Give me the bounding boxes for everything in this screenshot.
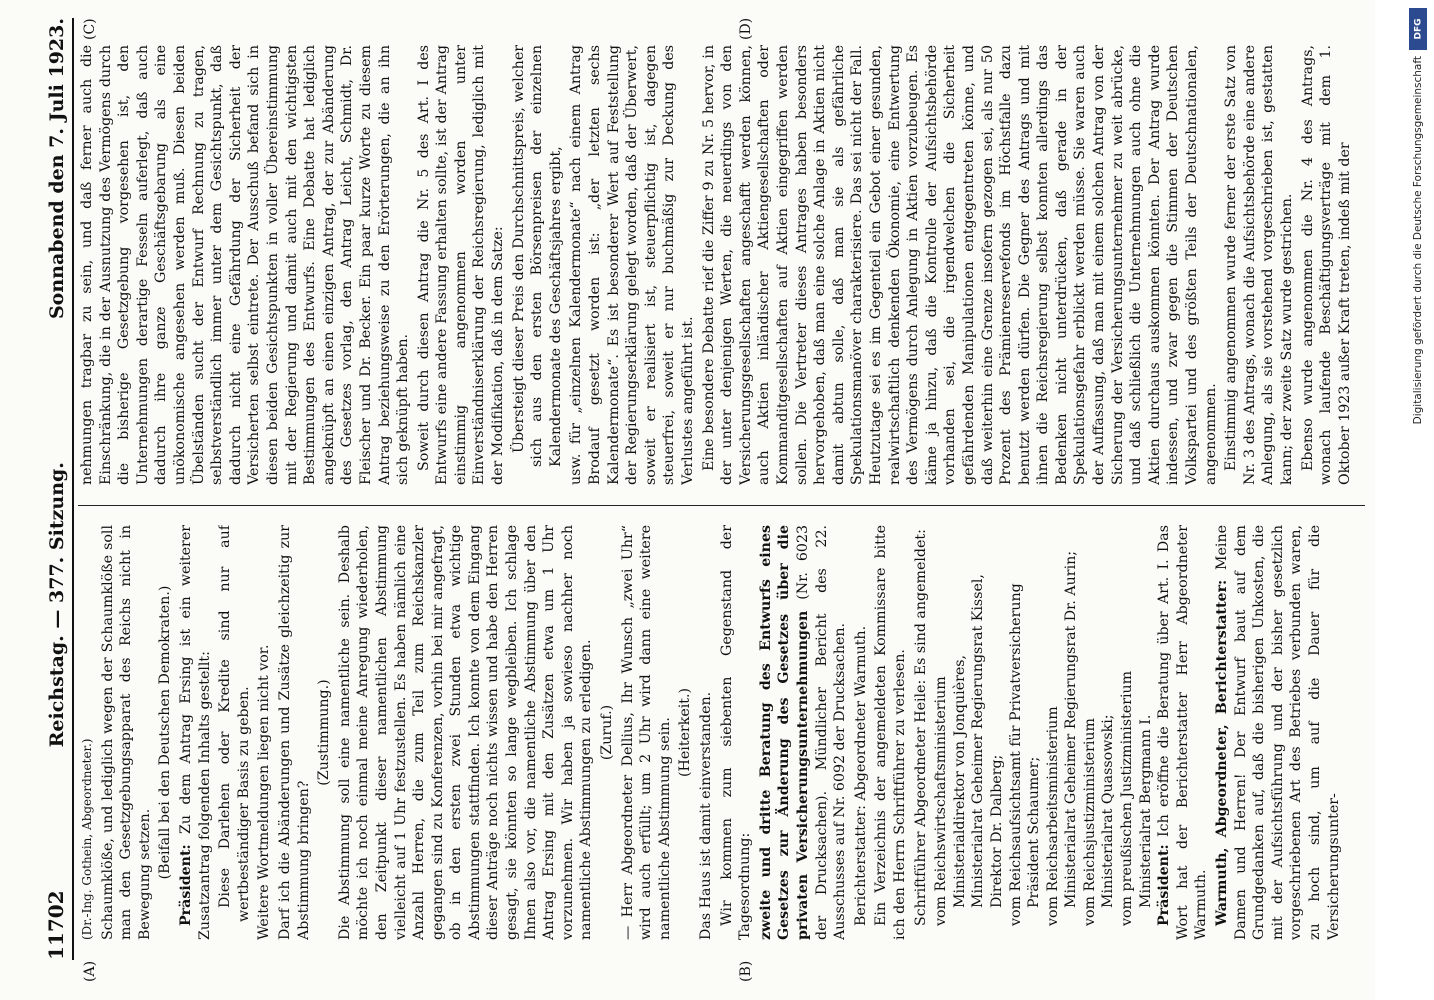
- paragraph: Schriftführer Abgeordneter Heile: Es sind angemeldet:: [912, 529, 929, 926]
- margin-marker-c: (C): [82, 18, 98, 40]
- paragraph: Wir kommen zum siebenten Gegenstand der Tagesordnung:: [718, 525, 754, 940]
- reporter-line: Berichterstatter: Abgeordneter Warmuth.: [852, 625, 869, 926]
- margin-marker-b: (B): [738, 960, 754, 982]
- list-item: Ministerialrat Geheimer Regierungsrat Kissel,: [970, 574, 987, 908]
- list-item: Ministerialdirektor von Jonquières,: [951, 654, 968, 908]
- reaction: (Zuruf.): [599, 704, 616, 761]
- dfg-logo: DFG: [1409, 8, 1427, 50]
- paragraph: Einstimmig angenommen wurde ferner der erste Satz von Nr. 3 des Antrags, wonach die Aufsichtsbehörde eine andere Anlegung, als sie vorstehend vorgeschrieben ist, gestatten kann; der zweite Satz wurde gestrichen.: [1223, 45, 1295, 485]
- digitization-sidebar: [1404, 0, 1432, 1000]
- list-item: vom preußischen Justizministerium: [1119, 670, 1136, 926]
- list-item: Präsident Schaumer;: [1026, 756, 1043, 908]
- margin-marker-d: (D): [738, 17, 754, 40]
- paragraph: — Herr Abgeordneter Dellius, Ihr Wunsch „zwei Uhr“ wird auch erfüllt; um 2 Uhr wird dann eine weitere namentliche Abstimmung sein.: [619, 525, 673, 940]
- paragraph: Soweit durch diesen Antrag die Nr. 5 des Art. I des Entwurfs eine andere Fassung erhalten sollte, ist der Antrag einstimmig angenommen worden unter Einverständniserklärung der Reichsregierung, lediglich mit der Modifikation, daß in dem Satze:: [415, 45, 507, 485]
- list-item: vom Reichsarbeitsministerium: [1044, 706, 1061, 926]
- paragraph: Ebenso wurde angenommen die Nr. 4 des Antrags, wonach laufende Beschäftigungsverträge mit dem 1. Oktober 1923 außer Kraft treten, indeß mit der: [1299, 45, 1353, 485]
- paragraph: Ein Verzeichnis der angemeldeten Kommissare bitte ich den Herrn Schriftführer zu verlesen.: [873, 525, 908, 940]
- header-left-title: Reichstag. — 377. Sitzung.: [46, 462, 68, 748]
- paragraph: Weitere Wortmeldungen liegen nicht vor.: [256, 644, 273, 940]
- digitization-credit: Digitalisierung gefördert durch die Deutsche Forschungsgemeinschaft: [1412, 56, 1424, 425]
- page-number: 11702: [44, 890, 68, 960]
- margin-marker-a: (A): [82, 960, 98, 982]
- header-right-title: Sonnabend den 7. Juli 1923.: [46, 18, 68, 320]
- list-item: Ministerialrat Geheimer Regierungsrat Dr. Aurin;: [1063, 550, 1080, 908]
- page-header: [38, 18, 74, 960]
- paragraph: usw. für „einzelnen Kalendermonate“ nach einem Antrag Brodauf gesetzt worden ist: „der letzten sechs Kalendermonate“. Es ist besonderer Wert auf Feststellung der Regierungserklärung gelegt worden, daß der Überwert, soweit er realisiert ist, steuerpflichtig ist, dagegen steuerfrei, soweit er nur buchmäßig zur Deckung des Verlustes angeführt ist.: [568, 45, 696, 485]
- reaction: (Beifall bei den Deutschen Demokraten.): [157, 585, 174, 880]
- list-item: vom Reichsaufsichtsamt für Privatversicherung: [1007, 583, 1024, 926]
- list-item: vom Reichswirtschaftsministerium: [933, 676, 950, 926]
- reaction: (Heiterkeit.): [677, 688, 694, 777]
- reaction: (Zustimmung.): [316, 679, 333, 786]
- paragraph: Schaumklöße, und lediglich wegen der Schaumklöße soll man den Gesetzgebungsapparat des Reichs nicht in Bewegung setzen.: [99, 525, 153, 940]
- right-column: [78, 45, 1369, 485]
- left-column: [78, 525, 1369, 940]
- paragraph: nehmungen tragbar zu sein, und daß ferner auch die Einschränkung, die in der Ausnutzung des Vermögens durch die bisherige Gesetzgebung vorgesehen ist, den Unternehmungen derartige Fesseln auferlegt, daß auch dadurch ihre ganze Geschäftsgebarung als eine unökonomische angesehen werden muß. Diesen beiden Übelständen sucht der Entwurf Rechnung zu tragen, selbstverständlich immer unter dem Gesichtspunkt, daß dadurch nicht eine Gefährdung der Sicherheit der Versicherten selbst eintrete. Der Ausschuß befand sich in diesen beiden Gesichtspunkten in voller Übereinstimmung mit der Regierung und damit auch mit den wichtigsten Bestimmungen des Entwurfs. Eine Debatte hat lediglich angeknüpft an einen einzigen Antrag, der zur Abänderung des Gesetzes vorlag, den Antrag Leicht, Schmidt, Dr. Fleischer und Dr. Becker. Ein paar kurze Worte zu diesem Antrag beziehungsweise zu den Erörterungen, die an ihn sich geknüpft haben.: [79, 45, 412, 485]
- paragraph: Darf ich die Abänderungen und Zusätze gleichzeitig zur Abstimmung bringen?: [276, 525, 312, 940]
- paragraph: Das Haus ist damit einverstanden.: [698, 691, 714, 940]
- quote: Diese Darlehen oder Kredite sind nur auf wertbeständiger Basis zu geben.: [217, 525, 252, 922]
- list-item: Ministerialrat Bergmann I.: [1137, 714, 1154, 908]
- quote: Übersteigt dieser Preis den Durchschnittspreis, welcher sich aus den ersten Börsenpreisen der einzelnen Kalendermonate des Geschäftsjahres ergibt,: [510, 45, 564, 467]
- paragraph: Die Abstimmung soll eine namentliche sein. Deshalb möchte ich noch einmal meine Anregung wiederholen, den Zeitpunkt dieser namentlichen Abstimmung vielleicht auf 1 Uhr festzustellen. Es haben nämlich eine Anzahl Herren, die zum Teil zum Reichskanzler gegangen sind zu Konferenzen, vorhin bei mir angefragt, ob in den ersten zwei Stunden etwa wichtige Abstimmungen stattfinden. Ich konnte von dem Eingang dieser Anträge noch nichts wissen und habe den Herren gesagt, sie könnten so lange wegbleiben. Ich schlage Ihnen also vor, die namentliche Abstimmung über den Antrag Ersing mit den Zusätzen etwa um 1 Uhr vorzunehmen. Wir haben ja sowieso nachher noch namentliche Abstimmungen zu erledigen.: [336, 525, 595, 940]
- paragraph: Warmuth, Abgeordneter, Berichterstatter: Meine Damen und Herren! Der Entwurf baut auf dem Grundgedanken auf, daß die bisherigen Unkosten, die mit der Aufsichtsführung und der bisher gesetzlich vorgeschriebenen Art des Betriebes verbunden waren, zu hoch sind, um auf die Dauer für die Versicherungsunter-: [1214, 525, 1342, 940]
- list-item: Direktor Dr. Dalberg;: [988, 754, 1005, 908]
- list-item: Ministerialrat Quassowski;: [1100, 714, 1117, 908]
- column-divider: [78, 505, 1365, 506]
- paragraph: Eine besondere Debatte rief die Ziffer 9 zu Nr. 5 hervor, in der unter denjenigen Werten, die neuerdings von den Versicherungsgesellschaften angeschafft werden können, auch Aktien inländischer Aktiengesellschaften oder Kommanditgesellschaften auf Aktien eingegriffen werden sollen. Die Vertreter dieses Antrages haben besonders hervorgehoben, daß man eine solche Anlage in Aktien nicht damit abtun solle, daß man sie als gefährliche Spekulationsmanöver charakterisiere. Das sei nicht der Fall. Heutzutage sei es im Gegenteil ein Gebot einer gesunden, realwirtschaftlich denkenden Ökonomie, eine Entwertung des Vermögens durch Anlegung in Aktien vorzubeugen. Es käme ja hinzu, daß die Kontrolle der Aufsichtsbehörde vorhanden sei, die irgendwelchen die Sicherheit gefährdenden Manipulationen entgegentreten könne, und daß weiterhin eine Grenze insofern gezogen sei, als nur 50 Prozent des Prämienreservefonds im Höchstfalle dazu benutzt werden dürfen. Die Gegner des Antrags und mit ihnen die Reichsregierung selbst konnten allerdings das Bedenken nicht unterdrücken, daß gerade in der Spekulationsgefahr erblickt werden müsse. Sie waren auch der Auffassung, daß man mit einem solchen Antrag von der Sicherung der Versicherungsunternehmer zu weit abrücke, und daß schließlich die Unternehmungen auch ohne die Aktien durchaus auskommen könnten. Der Antrag wurde indessen, und zwar gegen die Stimmen der Deutschen Volkspartei und des größten Teils der Deutschnationalen, angenommen.: [700, 45, 1219, 485]
- paragraph: Präsident: Ich eröffne die Beratung über Art. I. Das Wort hat der Berichterstatter Herr Abgeordneter Warmuth.: [1156, 525, 1210, 940]
- commissioner-list: [932, 525, 1155, 940]
- paragraph: Präsident: Zu dem Antrag Ersing ist ein weiterer Zusatzantrag folgenden Inhalts gestellt:: [177, 525, 213, 940]
- speaker-attribution: (Dr.-Ing. Gothein, Abgeordneter.): [80, 738, 94, 940]
- agenda-item: zweite und dritte Beratung des Entwurfs eines Gesetzes zur Änderung des Gesetzes über die privaten Versicherungsunternehmungen (Nr. 6023 der Drucksachen). Mündlicher Bericht des 22. Ausschusses auf Nr. 6092 der Drucksachen.: [757, 525, 849, 940]
- list-item: vom Reichsjustizministerium: [1081, 718, 1098, 926]
